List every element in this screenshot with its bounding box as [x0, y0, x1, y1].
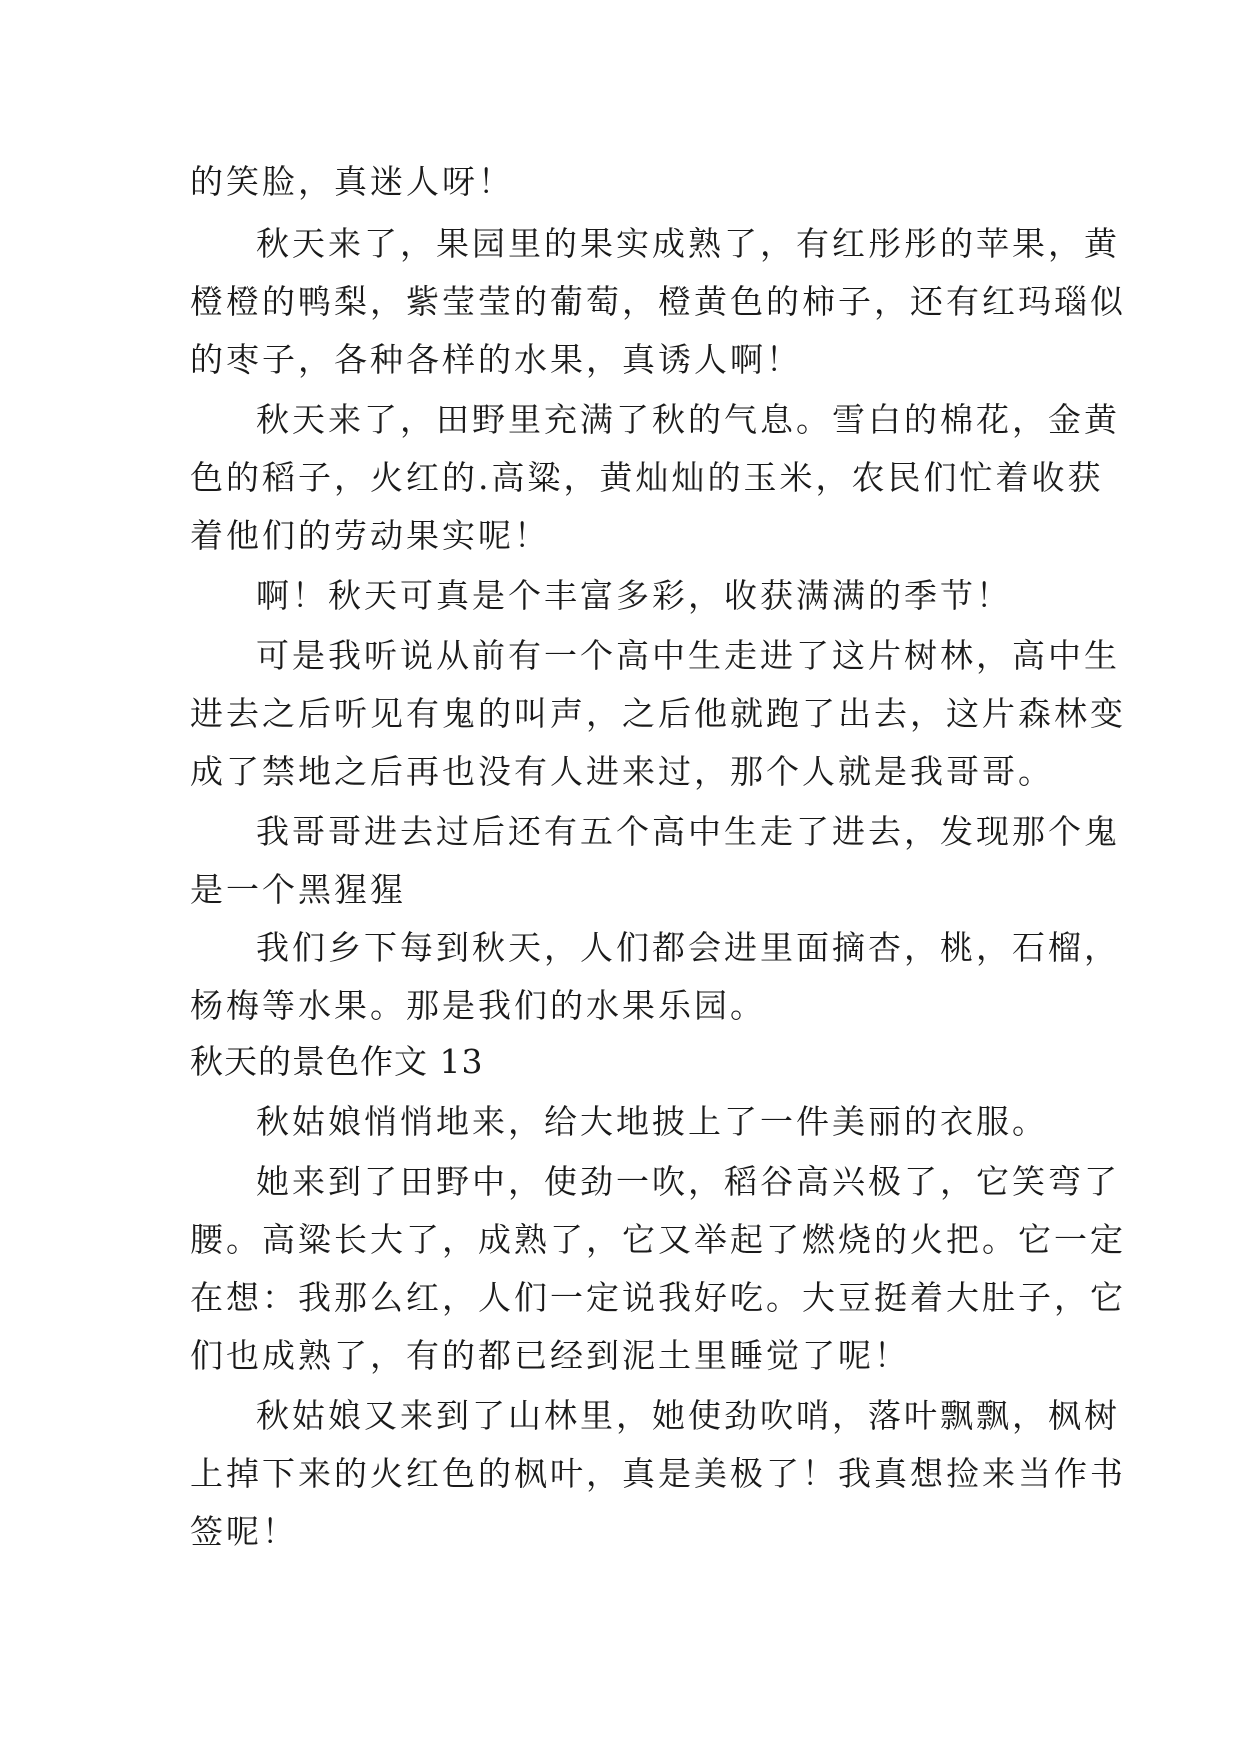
text-line: 着他们的劳动果实呢！: [190, 516, 550, 555]
text-line: 杨梅等水果。那是我们的水果乐园。: [190, 986, 766, 1025]
paragraph-start-line: 秋天来了，果园里的果实成熟了，有红彤彤的苹果，黄: [256, 224, 1120, 263]
paragraph-start-line: 可是我听说从前有一个高中生走进了这片树林，高中生: [256, 636, 1120, 675]
section-heading: 秋天的景色作文 13: [190, 1042, 484, 1081]
text-line: 在想：我那么红，人们一定说我好吃。大豆挺着大肚子，它: [190, 1278, 1126, 1317]
text-line: 的笑脸，真迷人呀！: [190, 162, 514, 201]
paragraph-start-line: 我们乡下每到秋天，人们都会进里面摘杏，桃，石榴，: [256, 928, 1120, 967]
text-line: 成了禁地之后再也没有人进来过，那个人就是我哥哥。: [190, 752, 1054, 791]
text-line: 色的稻子，火红的.高粱，黄灿灿的玉米，农民们忙着收获: [190, 458, 1104, 497]
paragraph-start-line: 啊！秋天可真是个丰富多彩，收获满满的季节！: [256, 576, 1012, 615]
paragraph-start-line: 秋姑娘悄悄地来，给大地披上了一件美丽的衣服。: [256, 1102, 1048, 1141]
text-line: 是一个黑猩猩: [190, 870, 406, 909]
text-line: 腰。高粱长大了，成熟了，它又举起了燃烧的火把。它一定: [190, 1220, 1126, 1259]
text-line: 进去之后听见有鬼的叫声，之后他就跑了出去，这片森林变: [190, 694, 1126, 733]
paragraph-start-line: 我哥哥进去过后还有五个高中生走了进去，发现那个鬼: [256, 812, 1120, 851]
text-line: 橙橙的鸭梨，紫莹莹的葡萄，橙黄色的柿子，还有红玛瑙似: [190, 282, 1126, 321]
paragraph-start-line: 秋姑娘又来到了山林里，她使劲吹哨，落叶飘飘，枫树: [256, 1396, 1120, 1435]
paragraph-start-line: 秋天来了，田野里充满了秋的气息。雪白的棉花，金黄: [256, 400, 1120, 439]
text-line: 的枣子，各种各样的水果，真诱人啊！: [190, 340, 802, 379]
text-line: 们也成熟了，有的都已经到泥土里睡觉了呢！: [190, 1336, 910, 1375]
text-line: 上掉下来的火红色的枫叶，真是美极了！我真想捡来当作书: [190, 1454, 1126, 1493]
text-line: 签呢！: [190, 1512, 298, 1551]
paragraph-start-line: 她来到了田野中，使劲一吹，稻谷高兴极了，它笑弯了: [256, 1162, 1120, 1201]
